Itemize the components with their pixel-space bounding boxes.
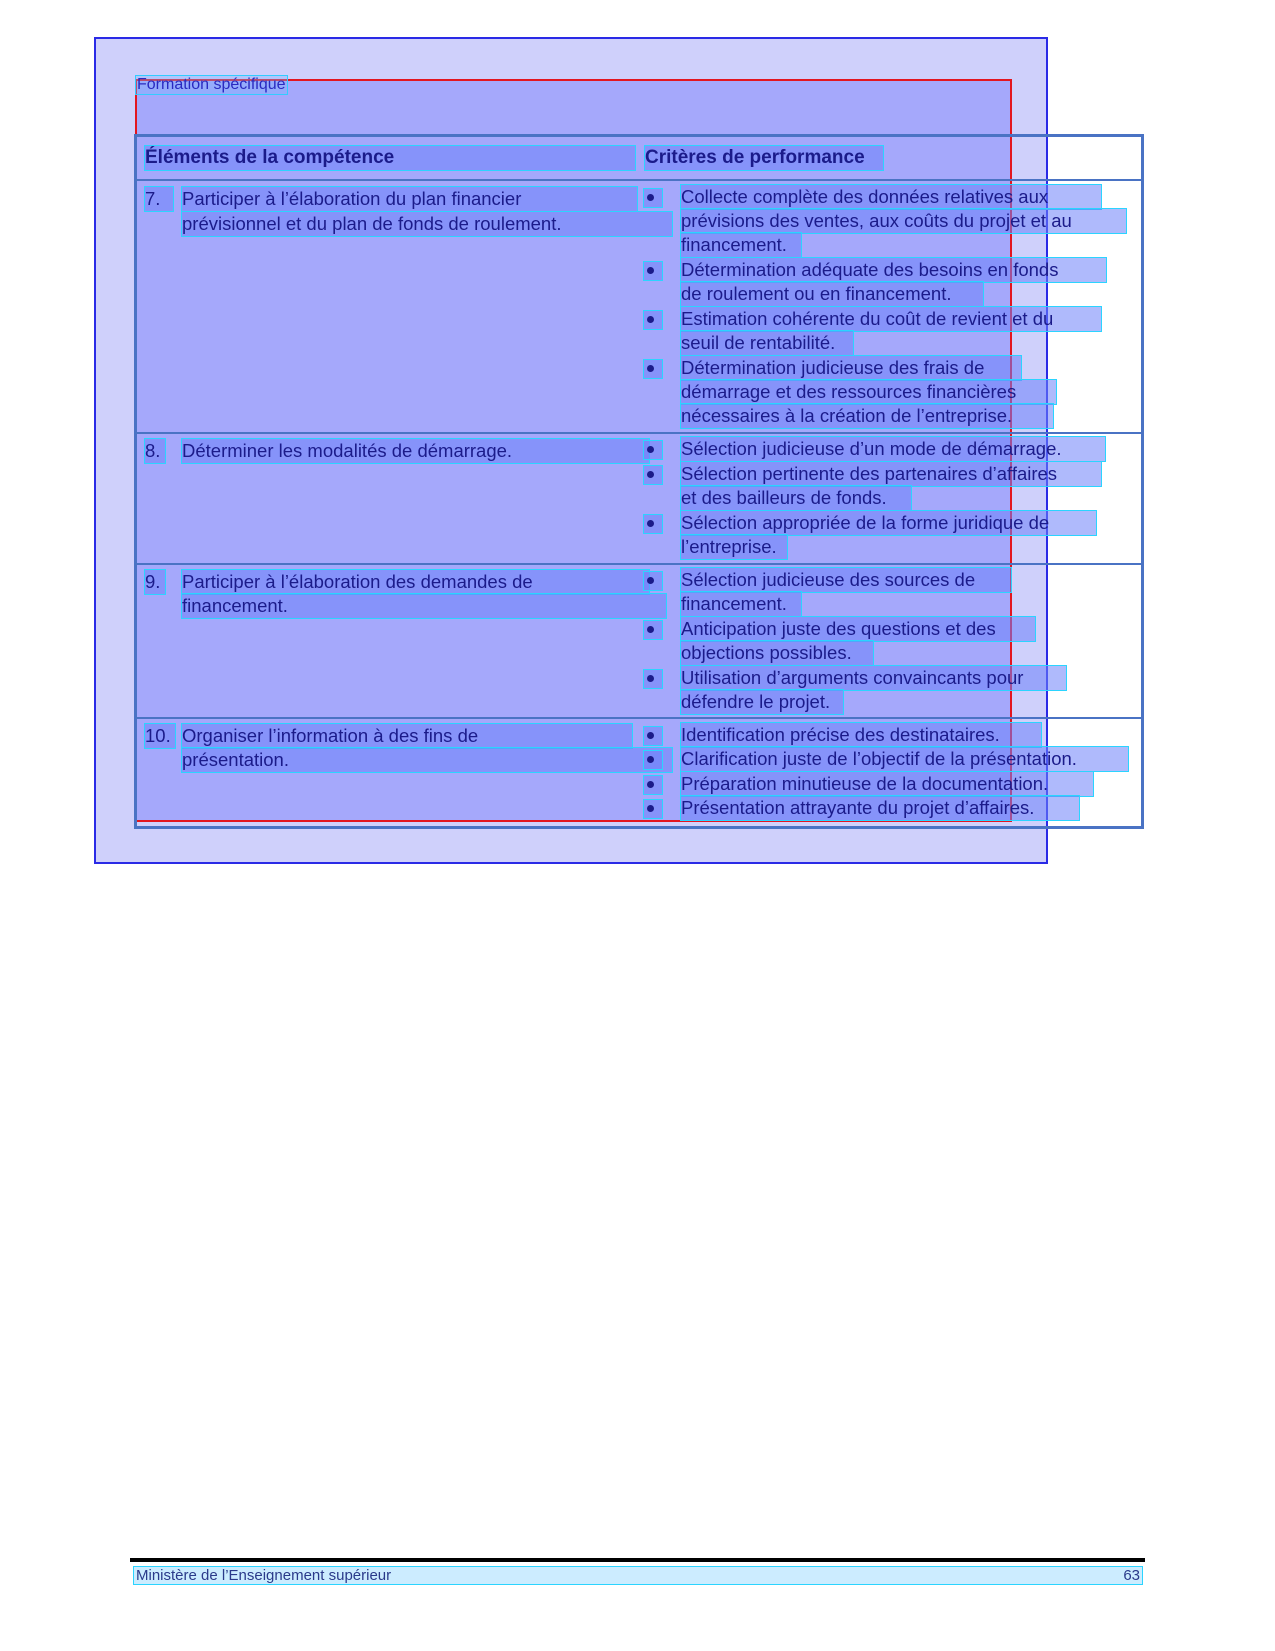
header-criteres: Critères de performance — [645, 146, 883, 170]
table-header-divider — [134, 179, 1144, 181]
section-title: Formation spécifique — [137, 76, 286, 93]
criterion-text: financement. — [681, 233, 801, 257]
bullet-icon — [644, 621, 662, 639]
element-text: Déterminer les modalités de démarrage. — [182, 439, 649, 463]
criterion-text: Sélection judicieuse des sources de — [681, 568, 1011, 592]
bullet-icon — [644, 360, 662, 378]
element-number: 9. — [145, 570, 165, 594]
criterion-text: prévisions des ventes, aux coûts du projet et au — [681, 209, 1126, 233]
element-text: Participer à l’élaboration du plan financier — [182, 187, 637, 211]
element-text: prévisionnel et du plan de fonds de roulement. — [182, 212, 672, 236]
criterion-text: Détermination judicieuse des frais de — [681, 356, 1021, 380]
criterion-text: de roulement ou en financement. — [681, 282, 983, 306]
criterion-text: et des bailleurs de fonds. — [681, 486, 911, 510]
element-number: 8. — [145, 439, 165, 463]
element-number: 7. — [145, 187, 173, 211]
bullet-icon — [644, 751, 662, 769]
criterion-text: Identification précise des destinataires. — [681, 723, 1041, 747]
criterion-text: défendre le projet. — [681, 690, 843, 714]
bullet-icon — [644, 572, 662, 590]
table-row-divider — [134, 717, 1144, 719]
criterion-text: objections possibles. — [681, 641, 873, 665]
criterion-text: Collecte complète des données relatives aux — [681, 185, 1101, 209]
criterion-text: Détermination adéquate des besoins en fonds — [681, 258, 1106, 282]
bullet-icon — [644, 515, 662, 533]
table-row-divider — [134, 563, 1144, 565]
criterion-text: l’entreprise. — [681, 535, 787, 559]
bullet-icon — [644, 311, 662, 329]
bullet-icon — [644, 441, 662, 459]
footer-ministry: Ministère de l’Enseignement supérieur — [136, 1567, 392, 1584]
element-text: présentation. — [182, 748, 672, 772]
bullet-icon — [644, 776, 662, 794]
element-text: Participer à l’élaboration des demandes de — [182, 570, 649, 594]
element-text: financement. — [182, 594, 666, 618]
criterion-text: démarrage et des ressources financières — [681, 380, 1056, 404]
criterion-text: Sélection pertinente des partenaires d’affaires — [681, 462, 1101, 486]
criterion-text: seuil de rentabilité. — [681, 331, 853, 355]
bullet-icon — [644, 466, 662, 484]
element-number: 10. — [145, 724, 175, 748]
criterion-text: nécessaires à la création de l’entreprise. — [681, 404, 1053, 428]
element-text: Organiser l’information à des fins de — [182, 724, 632, 748]
criterion-text: Présentation attrayante du projet d’affaires. — [681, 796, 1079, 820]
criterion-text: Clarification juste de l’objectif de la présentation. — [681, 747, 1128, 771]
criterion-text: Estimation cohérente du coût de revient et du — [681, 307, 1101, 331]
criterion-text: Sélection appropriée de la forme juridique de — [681, 511, 1096, 535]
bullet-icon — [644, 670, 662, 688]
criterion-text: Sélection judicieuse d’un mode de démarrage. — [681, 437, 1105, 461]
criterion-text: Anticipation juste des questions et des — [681, 617, 1035, 641]
criterion-text: Utilisation d’arguments convaincants pour — [681, 666, 1066, 690]
criterion-text: financement. — [681, 592, 801, 616]
bullet-icon — [644, 800, 662, 818]
header-elements: Éléments de la compétence — [145, 146, 635, 170]
footer-rule — [130, 1558, 1145, 1562]
page-number: 63 — [1123, 1567, 1140, 1584]
bullet-icon — [644, 189, 662, 207]
criterion-text: Préparation minutieuse de la documentation. — [681, 772, 1093, 796]
bullet-icon — [644, 262, 662, 280]
table-row-divider — [134, 432, 1144, 434]
page-footer — [134, 1567, 1142, 1584]
bullet-icon — [644, 727, 662, 745]
